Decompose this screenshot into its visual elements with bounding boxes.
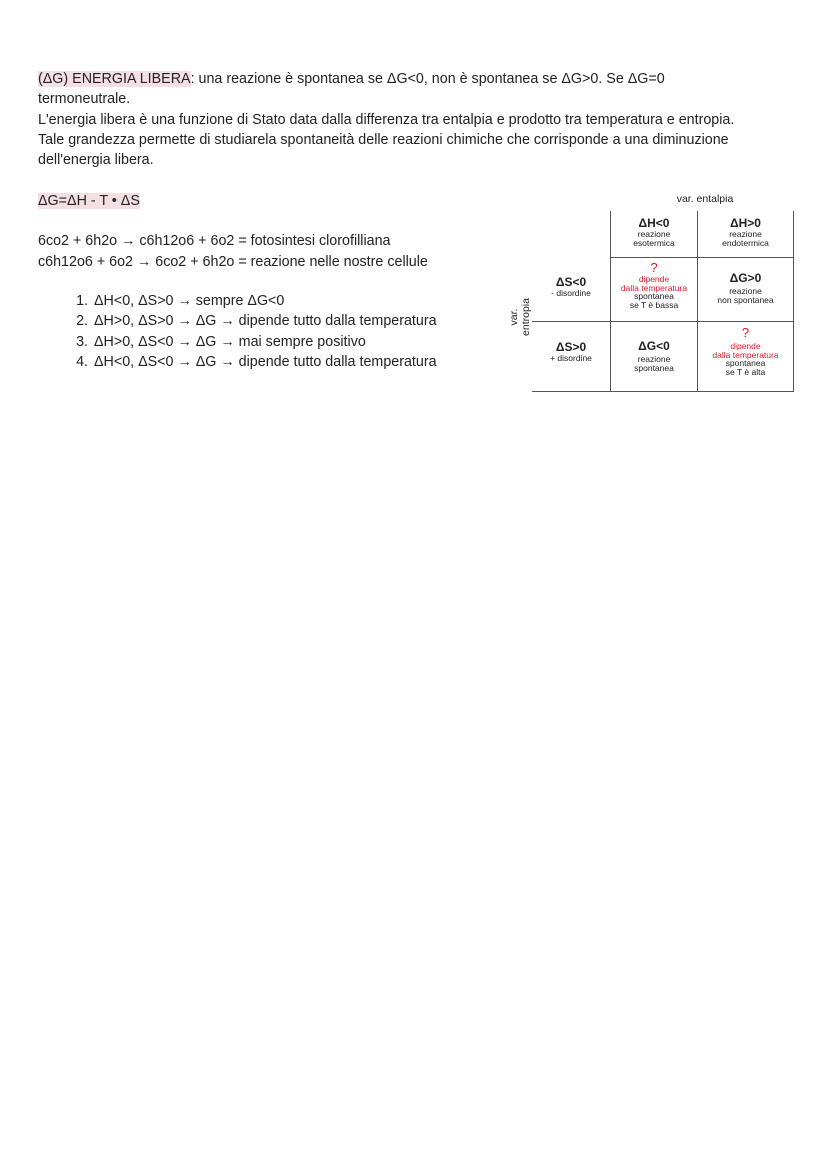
gibbs-formula-text: ΔG=ΔH - T • ΔS [38, 193, 140, 209]
entropy-axis-label: var. entropia [508, 298, 532, 336]
grid-line [793, 211, 794, 392]
grid-line [532, 321, 794, 322]
cell-endothermic-entropy-decrease: ΔG>0 reazione non spontanea [717, 271, 774, 305]
intro-line-5: dell'energia libera. [38, 152, 154, 168]
cell-endothermic-entropy-increase: ? dipende dalla temperatura spontanea se T è alta [712, 325, 779, 377]
case-item: 3. ΔH>0, ΔS<0 → ΔG → mai sempre positivo [76, 333, 366, 350]
intro-line-2: termoneutrale. [38, 91, 131, 107]
intro-line-1 [38, 69, 798, 89]
row-header-entropy-increase: ΔS>0 + disordine [550, 340, 592, 363]
grid-line [610, 257, 794, 258]
row-header-entropy-decrease: ΔS<0 - disordine [551, 275, 591, 298]
intro-title: (ΔG) ENERGIA LIBERA [38, 71, 191, 87]
gibbs-formula [38, 191, 140, 211]
cases-list [38, 291, 437, 372]
cell-exothermic-entropy-increase: ΔG<0 reazione spontanea [634, 339, 674, 373]
intro-line-4: Tale grandezza permette di studiarela spontaneità delle reazioni chimiche che corrisponde a una diminuzione [38, 132, 729, 148]
case-item: 1. ΔH<0, ΔS>0 → sempre ΔG<0 [76, 293, 285, 309]
gibbs-table-diagram [505, 190, 805, 400]
cell-exothermic-entropy-decrease: ? dipende dalla temperatura spontanea se T è bassa [620, 260, 688, 310]
case-item: 4. ΔH<0, ΔS<0 → ΔG → dipende tutto dalla temperatura [76, 353, 437, 370]
col-header-exothermic: ΔH<0 reazione esotermica [633, 216, 675, 248]
case-item: 2. ΔH>0, ΔS>0 → ΔG → dipende tutto dalla temperatura [76, 313, 437, 330]
table-grid [532, 211, 794, 392]
intro-line-1-rest: : una reazione è spontanea se ΔG<0, non è spontanea se ΔG>0. Se ΔG=0 [190, 71, 665, 87]
col-header-endothermic: ΔH>0 reazione endotermica [722, 216, 769, 248]
grid-line [532, 391, 794, 392]
intro-line-3: L'energia libera è una funzione di Stato data dalla differenza tra entalpia e prodotto tra temperatura e entropia. [38, 112, 735, 128]
equation-photosynthesis: 6co2 + 6h2o → c6h12o6 + 6o2 = fotosintesi clorofilliana [38, 233, 391, 249]
enthalpy-axis-label: var. entalpia [676, 193, 734, 205]
equation-respiration: c6h12o6 + 6o2 → 6co2 + 6h2o = reazione nelle nostre cellule [38, 254, 428, 270]
